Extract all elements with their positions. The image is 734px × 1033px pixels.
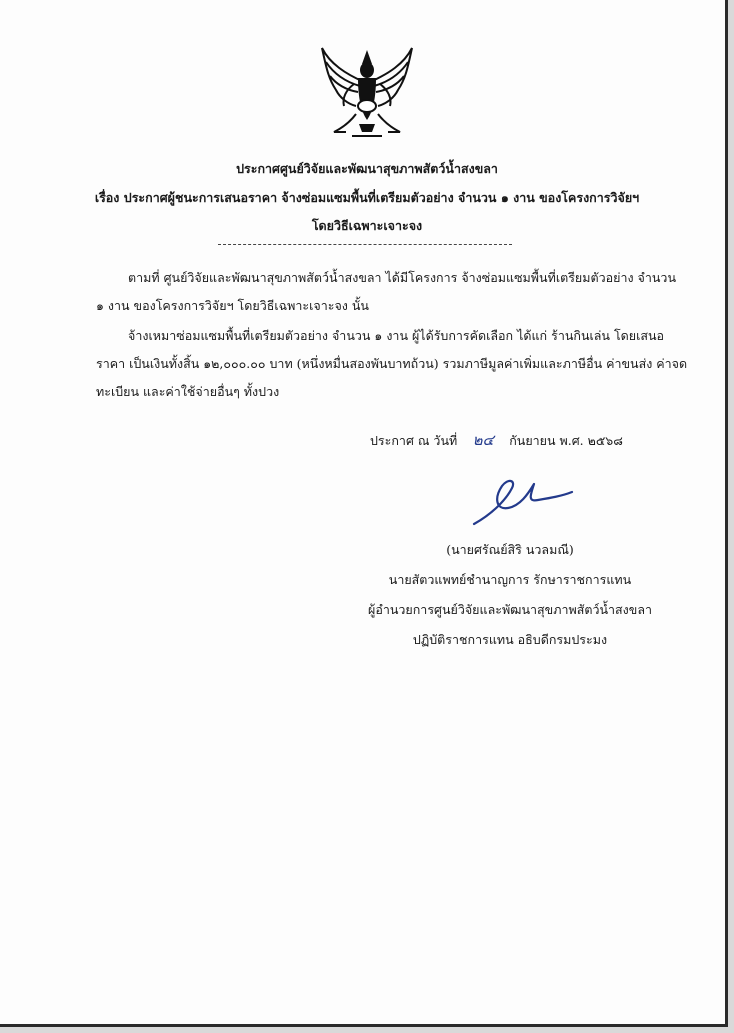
paragraph-2-line-3: ทะเบียน และค่าใช้จ่ายอื่นๆ ทั้งปวง bbox=[96, 384, 280, 399]
paragraph-1-line-2: ๑ งาน ของโครงการวิจัยฯ โดยวิธีเฉพาะเจาะจง นั้น bbox=[96, 298, 369, 313]
divider-line bbox=[218, 244, 512, 245]
date-rest: กันยายน พ.ศ. ๒๕๖๘ bbox=[509, 433, 623, 448]
announcement-subject: เรื่อง ประกาศผู้ชนะการเสนอราคา จ้างซ่อมแซมพื้นที่เตรียมตัวอย่าง จำนวน ๑ งาน ของโครงการวิจัยฯ bbox=[94, 190, 640, 205]
date-prefix: ประกาศ ณ วันที่ bbox=[370, 433, 458, 448]
paragraph-2-line-1: จ้างเหมาซ่อมแซมพื้นที่เตรียมตัวอย่าง จำนวน ๑ งาน ผู้ได้รับการคัดเลือก ได้แก่ ร้านกินเล่น โดยเสนอ bbox=[128, 328, 665, 343]
signer-position-3: ปฏิบัติราชการแทน อธิบดีกรมประมง bbox=[412, 632, 608, 647]
paragraph-1-line-1: ตามที่ ศูนย์วิจัยและพัฒนาสุขภาพสัตว์น้ำสงขลา ได้มีโครงการ จ้างซ่อมแซมพื้นที่เตรียมตัวอย่าง จำนวน bbox=[128, 270, 676, 285]
signer-position-2: ผู้อำนวยการศูนย์วิจัยและพัฒนาสุขภาพสัตว์น้ำสงขลา bbox=[368, 602, 652, 617]
signer-name: (นายศรัณย์สิริ นวลมณี) bbox=[446, 542, 574, 557]
garuda-emblem-icon bbox=[316, 44, 418, 144]
signature-icon bbox=[468, 470, 578, 528]
announcement-title: ประกาศศูนย์วิจัยและพัฒนาสุขภาพสัตว์น้ำสงขลา bbox=[236, 161, 498, 176]
procurement-method: โดยวิธีเฉพาะเจาะจง bbox=[311, 218, 423, 233]
signer-position-1: นายสัตวแพทย์ชำนาญการ รักษาราชการแทน bbox=[388, 572, 632, 587]
paragraph-2-line-2: ราคา เป็นเงินทั้งสิ้น ๑๒,๐๐๐.๐๐ บาท (หนึ่งหมื่นสองพันบาทถ้วน) รวมภาษีมูลค่าเพิ่มและภาษีอื่น ค่าขนส่ง ค่าจด bbox=[96, 356, 688, 371]
announcement-date bbox=[370, 428, 623, 452]
date-day-handwritten: ๒๔ bbox=[472, 431, 494, 449]
